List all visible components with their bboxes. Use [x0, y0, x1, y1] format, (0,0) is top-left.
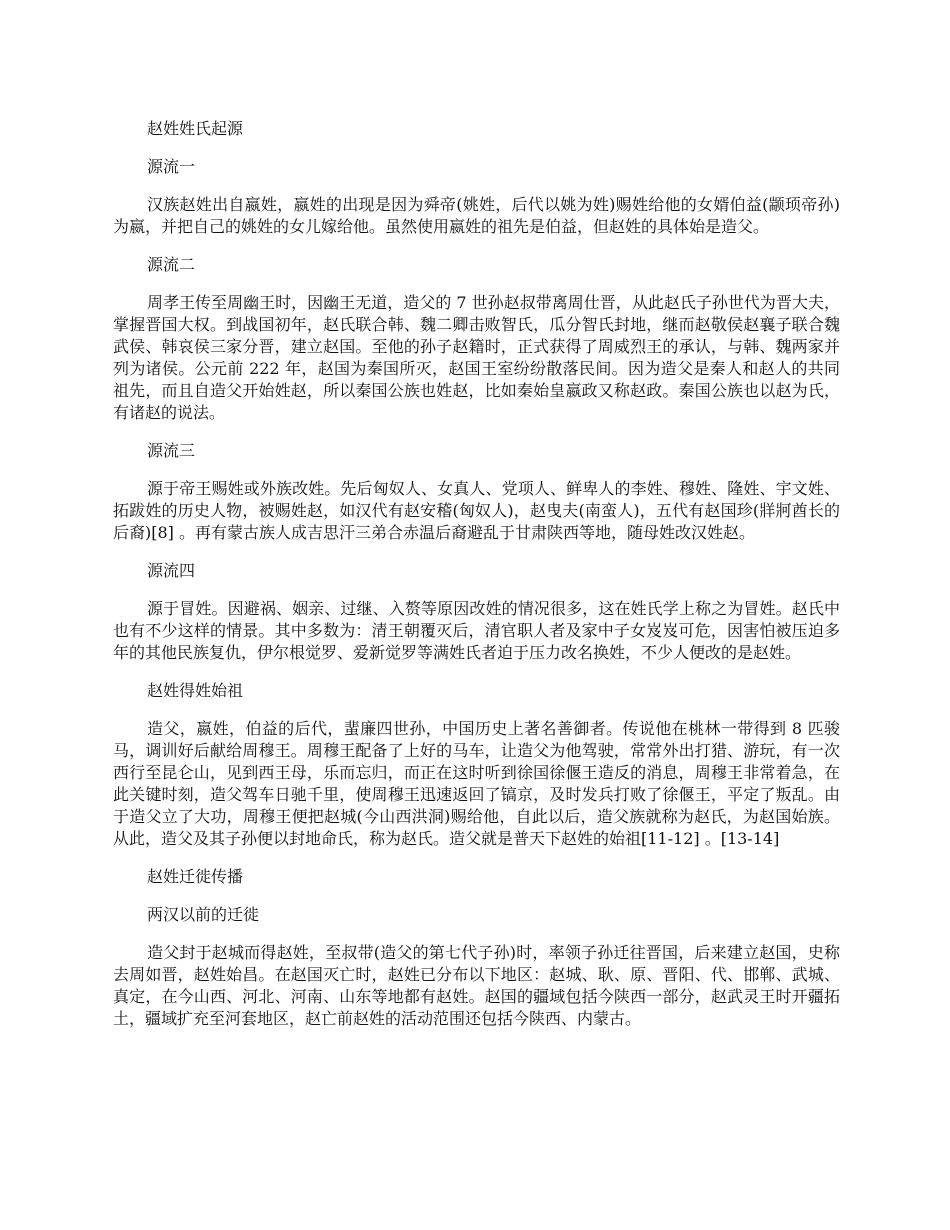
body-paragraph: 周孝王传至周幽王时，因幽王无道，造父的 7 世孙赵叔带离周仕晋，从此赵氏子孙世代为晋大夫，掌握晋国大权。到战国初年，赵氏联合韩、魏二卿击败智氏，瓜分智氏封地，继而赵敬侯赵襄子联合魏武侯、韩哀侯三家分晋，建立赵国。至他的孙子赵籍时，正式获得了周威烈王的承认，与韩、魏两家并列为诸侯。公元前 222 年，赵国为秦国所灭，赵国王室纷纷散落民间。因为造父是秦人和赵人的共同祖先，而且自造父开始姓赵，所以秦国公族也姓赵，比如秦始皇嬴政又称赵政。秦国公族也以赵为氏，有诸赵的说法。 [113, 293, 840, 422]
section-heading: 赵姓迁徙传播 [147, 867, 244, 886]
body-paragraph: 源于冒姓。因避祸、姻亲、过继、入赘等原因改姓的情况很多，这在姓氏学上称之为冒姓。赵氏中也有不少这样的情景。其中多数为：清王朝覆灭后，清官职人者及家中子女岌岌可危，因害怕被压迫多年的其他民族复仇，伊尔根觉罗、爱新觉罗等满姓氏者迫于压力改名换姓，不少人便改的是赵姓。 [113, 599, 840, 662]
section-heading: 两汉以前的迁徙 [147, 905, 260, 924]
document-page [113, 118, 840, 1046]
section-heading: 源流四 [147, 561, 196, 580]
section-heading: 源流一 [147, 157, 196, 176]
body-paragraph: 造父封于赵城而得赵姓，至叔带(造父的第七代子孙)时，率领子孙迁往晋国，后来建立赵国，史称去周如晋，赵姓始昌。在赵国灭亡时，赵姓已分布以下地区：赵城、耿、原、晋阳、代、邯郸、武城、真定，在今山西、河北、河南、山东等地都有赵姓。赵国的疆域包括今陕西一部分，赵武灵王时开疆拓土，疆域扩充至河套地区，赵亡前赵姓的活动范围还包括今陕西、内蒙古。 [113, 943, 840, 1028]
section-heading: 源流二 [147, 255, 196, 274]
section-heading: 赵姓姓氏起源 [147, 119, 244, 138]
section-heading: 赵姓得姓始祖 [147, 681, 244, 700]
body-paragraph: 汉族赵姓出自嬴姓，嬴姓的出现是因为舜帝(姚姓，后代以姚为姓)赐姓给他的女婿伯益(颛顼帝孙)为嬴，并把自己的姚姓的女儿嫁给他。虽然使用嬴姓的祖先是伯益，但赵姓的具体始是造父。 [113, 195, 840, 236]
body-paragraph: 造父，嬴姓，伯益的后代，蜚廉四世孙，中国历史上著名善御者。传说他在桃林一带得到 8 匹骏马，调训好后献给周穆王。周穆王配备了上好的马车，让造父为他驾驶，常常外出打猎、游玩，有一次西行至昆仑山，见到西王母，乐而忘归，而正在这时听到徐国徐偃王造反的消息，周穆王非常着急，在此关键时刻，造父驾车日驰千里，使周穆王迅速返回了镐京，及时发兵打败了徐偃王，平定了叛乱。由于造父立了大功，周穆王便把赵城(今山西洪洞)赐给他，自此以后，造父族就称为赵氏，为赵国始族。从此，造父及其子孙便以封地命氏，称为赵氏。造父就是普天下赵姓的始祖[11-12] 。[13-14] [113, 719, 840, 848]
body-paragraph: 源于帝王赐姓或外族改姓。先后匈奴人、女真人、党项人、鲜卑人的李姓、穆姓、隆姓、宇文姓、拓跋姓的历史人物，被赐姓赵，如汉代有赵安稽(匈奴人)，赵曳夫(南蛮人)，五代有赵国珍(牂牁酋长的后裔)[8] 。再有蒙古族人成吉思汗三弟合赤温后裔避乱于甘肃陕西等地，随母姓改汉姓赵。 [113, 479, 840, 542]
section-heading: 源流三 [147, 441, 196, 460]
